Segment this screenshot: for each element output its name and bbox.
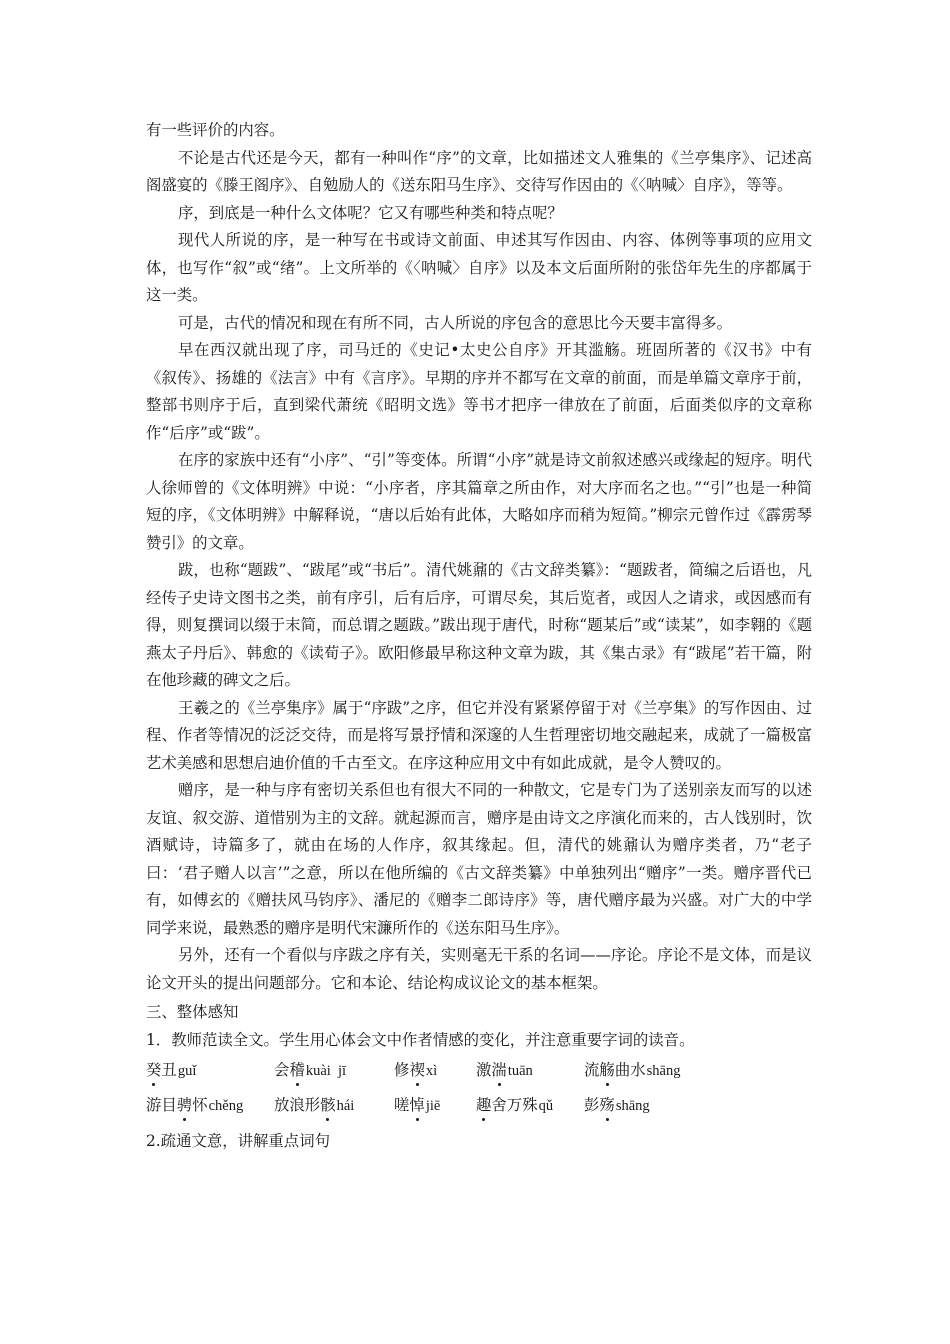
- pinyin-item: 游目骋怀chěng: [146, 1093, 274, 1115]
- paragraph-xu-examples: 不论是古代还是今天，都有一种叫作“序”的文章，比如描述文人雅集的《兰亭集序》、记述高阁盛宴的《滕王阁序》、自勉励人的《送东阳马生序》、交待写作因由的《〈呐喊〉自序》，等等。: [146, 148, 812, 194]
- step-1-instruction: 1．教师范读全文。学生用心体会文中作者情感的变化，并注意重要字词的读音。: [146, 1030, 695, 1049]
- paragraph-lanting: 王羲之的《兰亭集序》属于“序跋”之序，但它并没有紧紧停留于对《兰亭集》的写作因由、过程、作者等情况的泛泛交待，而是将写景抒情和深邃的人生哲理密切地交融起来，成就了一篇极富艺术美感和思想启迪价值的千古至文。在序这种应用文中有如此成就，是令人赞叹的。: [146, 698, 812, 772]
- paragraph-xiaoxu-yin: 在序的家族中还有“小序”、“引”等变体。所谓“小序”就是诗文前叙述感兴或缘起的短序。明代人徐师曾的《文体明辨》中说：“小序者，序其篇章之所由作，对大序而名之也。”“引”也是一种简短的序，《文体明辨》中解释说，“唐以后始有此体，大略如序而稍为短简。”柳宗元曾作过《霹雳琴赞引》的文章。: [146, 451, 812, 552]
- section-heading: 三、整体感知: [146, 1003, 239, 1021]
- pinyin-item: 修禊xì: [394, 1058, 476, 1080]
- paragraph-zengxu: 赠序，是一种与序有密切关系但也有很大不同的一种散文，它是专门为了送别亲友而写的以述友谊、叙交游、道惜别为主的文辞。就起源而言，赠序是由诗文之序演化而来的，古人饯别时，饮酒赋诗，诗篇多了，就由在场的人作序，叙其缘起。但，清代的姚鼐认为赠序类者，乃“老子曰：‘君子赠人以言’”之意，所以在他所编的《古文辞类纂》中单独列出“赠序”一类。赠序晋代已有，如傅玄的《赠扶风马钧序》、潘尼的《赠李二郎诗序》等，唐代赠序最为兴盛。对广大的中学同学来说，最熟悉的赠序是明代宋濂所作的《送东阳马生序》。: [146, 781, 812, 937]
- paragraph-western-han: 早在西汉就出现了序，司马迁的《史记•太史公自序》开其滥觞。班固所著的《汉书》中有《叙传》、扬雄的《法言》中有《言序》。早期的序并不都写在文章的前面，而是单篇文章序于前，整部书则序于后，直到梁代萧统《昭明文选》等书才把序一律放在了前面，后面类似序的文章称作“后序”或“跋”。: [146, 341, 812, 442]
- paragraph-xulun: 另外，还有一个看似与序跋之序有关，实则毫无干系的名词——序论。序论不是文体，而是议论文开头的提出问题部分。它和本论、结论构成议论文的基本框架。: [146, 946, 812, 992]
- paragraph-continuation: 有一些评价的内容。: [146, 121, 285, 139]
- paragraph-ba: 跋，也称“题跋”、“跋尾”或“书后”。清代姚鼐的《古文辞类纂》：“题跋者，简编之后语也，凡经传子史诗文图书之类，前有序引，后有后序，可谓尽矣，其后览者，或因人之请求，或因感而有得，则复撰词以缀于末简，而总谓之题跋。”跋出现于唐代，时称“题某后”或“读某”，如李翱的《题燕太子丹后》、韩愈的《读荀子》。欧阳修最早称这种文章为跋，其《集古录》有“跋尾”若干篇，附在他珍藏的碑文之后。: [146, 561, 812, 689]
- pinyin-item: 激湍tuān: [476, 1058, 584, 1080]
- pinyin-row-2: [146, 1093, 812, 1124]
- document-body: [146, 117, 812, 1156]
- pinyin-item: 嗟悼jiē: [394, 1093, 476, 1115]
- step-2-instruction: 2.疏通文意，讲解重点词句: [146, 1132, 330, 1150]
- paragraph-ancient-xu: 可是，古代的情况和现在有所不同，古人所说的序包含的意思比今天要丰富得多。: [178, 313, 733, 332]
- pinyin-item: 放浪形骸hái: [274, 1093, 394, 1115]
- paragraph-modern-xu: 现代人所说的序，是一种写在书或诗文前面、申述其写作因由、内容、体例等事项的应用文体，也写作“叙”或“绪”。上文所举的《〈呐喊〉自序》以及本文后面所附的张岱年先生的序都属于这一类。: [146, 231, 812, 304]
- pinyin-item: 流觞曲水shāng: [584, 1058, 680, 1080]
- pinyin-row-1: [146, 1058, 812, 1089]
- paragraph-question: 序，到底是一种什么文体呢？它又有哪些种类和特点呢？: [178, 203, 563, 222]
- pinyin-item: 会稽kuài jī: [274, 1058, 394, 1080]
- pinyin-item: 癸丑guǐ: [146, 1058, 274, 1080]
- pinyin-item: 彭殇shāng: [584, 1093, 650, 1115]
- pinyin-item: 趣舍万殊qǔ: [476, 1093, 584, 1115]
